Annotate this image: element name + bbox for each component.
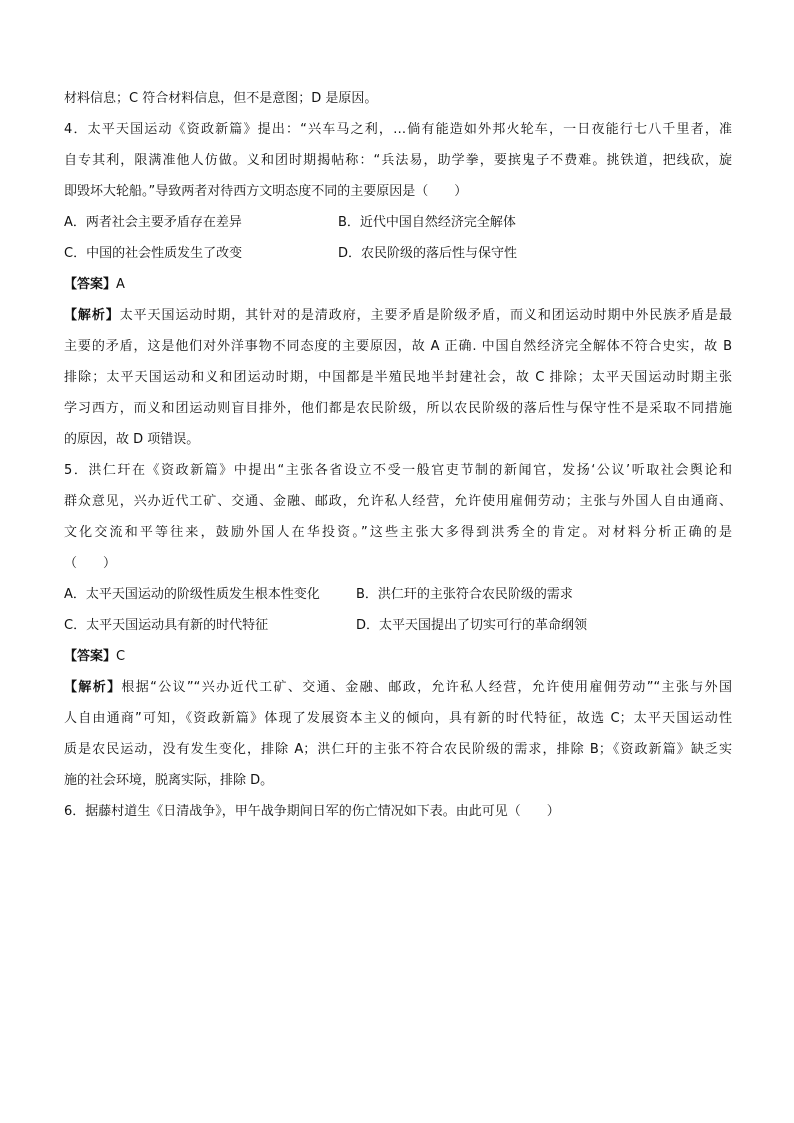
question-5-options-row-2 bbox=[64, 610, 732, 641]
answer-tag: 【答案】 bbox=[64, 649, 117, 664]
question-4-explanation-line-4: 学习西方，而义和团运动则盲目排外，他们都是农民阶级，所以农民阶级的落后性与保守性不是采取不同措施 bbox=[64, 401, 732, 416]
question-4-answer bbox=[64, 269, 732, 300]
question-5-option-b: B．洪仁玕的主张符合农民阶级的需求 bbox=[356, 587, 573, 602]
question-5-stem-line-2: 群众意见，兴办近代工矿、交通、金融、邮政，允许私人经营，允许使用雇佣劳动；主张与外国人自由通商、 bbox=[64, 494, 732, 509]
question-5-option-a: A．太平天国运动的阶级性质发生根本性变化 bbox=[64, 587, 320, 602]
question-4-explanation-line-3: 排除；太平天国运动和义和团运动时期，中国都是半殖民地半封建社会，故 C 排除；太平天国运动时期主张 bbox=[64, 370, 732, 385]
question-4-option-a: A．两者社会主要矛盾存在差异 bbox=[64, 215, 242, 230]
explanation-tag: 【解析】 bbox=[64, 308, 120, 323]
answer-tag: 【答案】 bbox=[64, 277, 117, 292]
question-4-explanation-line-5: 的原因，故 D 项错误。 bbox=[64, 432, 200, 447]
question-5-explanation-line-3: 质是农民运动，没有发生变化，排除 A；洪仁玕的主张不符合农民阶级的需求，排除 B；《资政新篇》缺乏实 bbox=[64, 742, 732, 757]
explanation-text: 太平天国运动时期，其针对的是清政府，主要矛盾是阶级矛盾，而义和团运动时期中外民族矛盾是最 bbox=[119, 308, 732, 323]
question-4-stem-line-3: 即毁坏大轮船。”导致两者对待西方文明态度不同的主要原因是（ ） bbox=[64, 184, 468, 199]
question-5-explanation-line-1 bbox=[64, 672, 732, 703]
question-4-option-b: B．近代中国自然经济完全解体 bbox=[338, 215, 516, 230]
question-5-stem-line-1: 5．洪仁玕在《资政新篇》中提出“主张各省设立不受一般官吏节制的新闻官，发扬‘公议’听取社会舆论和 bbox=[64, 463, 732, 478]
question-5-option-c: C．太平天国运动具有新的时代特征 bbox=[64, 618, 269, 633]
carryover-text: 材料信息；C 符合材料信息，但不是意图；D 是原因。 bbox=[64, 91, 378, 106]
explanation-text: 根据“公议”“兴办近代工矿、交通、金融、邮政，允许私人经营，允许使用雇佣劳动”“主张与外国 bbox=[121, 680, 732, 695]
question-5-explanation-line-4: 施的社会环境，脱离实际，排除 D。 bbox=[64, 773, 274, 788]
question-5-options-row-1 bbox=[64, 579, 732, 610]
answer-value: C bbox=[116, 649, 126, 664]
question-5-stem-line-3: 文化交流和平等往来，鼓励外国人在华投资。”这些主张大多得到洪秀全的肯定。对材料分析正确的是 bbox=[64, 525, 732, 540]
question-4-option-d: D．农民阶级的落后性与保守性 bbox=[338, 246, 518, 261]
question-4-explanation-line-2: 主要的矛盾，这是他们对外洋事物不同态度的主要原因，故 A 正确. 中国自然经济完全解体不符合史实，故 B bbox=[64, 339, 732, 354]
question-4-stem-line-1: 4．太平天国运动《资政新篇》提出：“兴车马之利，…倘有能造如外邦火轮车，一日夜能行七八千里者，准 bbox=[64, 122, 732, 137]
question-6-stem-line-1: 6．据藤村道生《日清战争》，甲午战争期间日军的伤亡情况如下表。由此可见（ ） bbox=[64, 804, 560, 819]
question-4-stem-line-2: 自专其利，限满准他人仿做。义和团时期揭帖称：“兵法易，助学拳，要摈鬼子不费难。挑铁道，把线砍，旋 bbox=[64, 153, 732, 168]
question-4-explanation-line-1 bbox=[64, 300, 732, 331]
question-5-explanation-line-2: 人自由通商”可知，《资政新篇》体现了发展资本主义的倾向，具有新的时代特征，故选 C；太平天国运动性 bbox=[64, 711, 732, 726]
question-4-option-c: C．中国的社会性质发生了改变 bbox=[64, 246, 243, 261]
question-5-answer bbox=[64, 641, 732, 672]
question-5-stem-line-4: （ ） bbox=[64, 556, 117, 571]
question-4-options-row-2 bbox=[64, 238, 732, 269]
question-4-options-row-1 bbox=[64, 207, 732, 238]
explanation-tag: 【解析】 bbox=[64, 680, 122, 695]
question-5-option-d: D．太平天国提出了切实可行的革命纲领 bbox=[356, 618, 588, 633]
answer-value: A bbox=[116, 277, 125, 292]
